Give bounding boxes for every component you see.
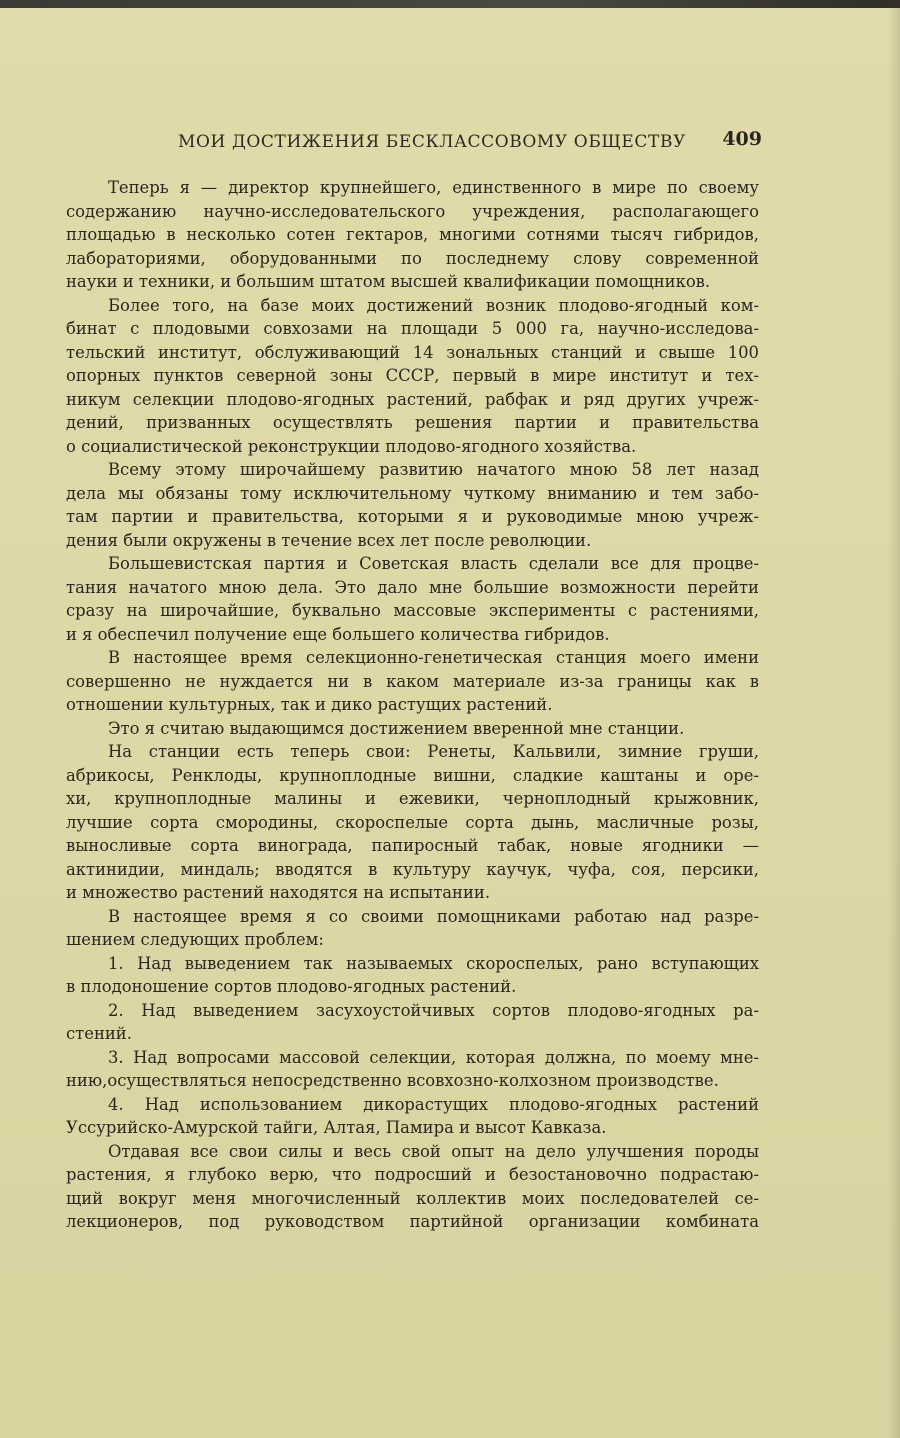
text-line: Более того, на базе моих достижений возник плодово-ягодный ком- — [108, 295, 759, 315]
text-line: дения были окружены в течение всех лет после революции. — [66, 530, 592, 550]
page-number: 409 — [722, 128, 762, 150]
text-line: науки и техники, и большим штатом высшей квалификации помощников. — [66, 272, 711, 291]
text-line: растения, я глубоко верю, что подросший и безостановочно подрастаю- — [66, 1165, 759, 1184]
text-line: Всему этому широчайшему развитию начатого мною 58 лет назад — [108, 460, 759, 479]
text-line: нию,осуществляться непосредственно всовхозно-колхозном производстве. — [66, 1071, 719, 1090]
text-line: 2. Над выведением засухоустойчивых сортов плодово-ягодных ра- — [108, 1000, 759, 1020]
scan-right-edge — [888, 0, 900, 1438]
text-line: выносливые сорта винограда, папиросный табак, новые ягодники — — [66, 836, 759, 855]
text-line: площадью в несколько сотен гектаров, многими сотнями тысяч гибридов, — [66, 225, 759, 244]
scan-top-edge — [0, 0, 900, 8]
text-line: Уссурийско-Амурской тайги, Алтая, Памира и высот Кавказа. — [66, 1118, 607, 1137]
text-line: дений, призванных осуществлять решения партии и правительства — [66, 413, 759, 432]
text-line: в плодоношение сортов плодово-ягодных растений. — [66, 977, 517, 996]
text-line: Теперь я — директор крупнейшего, единственного в мире по своему — [108, 178, 759, 197]
text-line: и множество растений находятся на испытании. — [66, 883, 491, 902]
text-line: содержанию научно-исследовательского учреждения, располагающего — [66, 201, 759, 221]
text-line: опорных пунктов северной зоны СССР, первый в мире институт и тех- — [66, 366, 759, 385]
text-line: 4. Над использованием дикорастущих плодово-ягодных растений — [108, 1094, 759, 1114]
text-line: дела мы обязаны тому исключительному чуткому вниманию и тем забо- — [66, 483, 759, 503]
text-line: совершенно не нуждается ни в каком материале из-за границы как в — [66, 671, 759, 691]
text-line: сразу на широчайшие, буквально массовые эксперименты с растениями, — [66, 601, 759, 620]
text-line: Это я считаю выдающимся достижением вверенной мне станции. — [108, 718, 685, 738]
text-line: тельский институт, обслуживающий 14 зональных станций и свыше 100 — [66, 342, 759, 362]
text-line: и я обеспечил получение еще большего количества гибридов. — [66, 624, 610, 644]
text-line: отношении культурных, так и дико растущих растений. — [66, 695, 553, 714]
text-line: В настоящее время селекционно-генетическая станция моего имени — [108, 648, 759, 667]
text-line: хи, крупноплодные малины и ежевики, черноплодный крыжовник, — [66, 789, 759, 808]
text-line: Большевистская партия и Советская власть сделали все для процве- — [108, 554, 759, 573]
text-line: лабораториями, оборудованными по последнему слову современной — [66, 248, 759, 268]
text-line: шением следующих проблем: — [66, 930, 324, 949]
text-line: бинат с плодовыми совхозами на площади 5 000 га, научно-исследова- — [66, 319, 759, 338]
text-line: В настоящее время я со своими помощниками работаю над разре- — [108, 906, 759, 926]
text-line: 1. Над выведением так называемых скороспелых, рано вступающих — [108, 953, 759, 973]
text-line: Отдавая все свои силы и весь свой опыт на дело улучшения породы — [108, 1141, 759, 1161]
text-line: о социалистической реконструкции плодово-ягодного хозяйства. — [66, 436, 637, 456]
text-line: стений. — [66, 1024, 132, 1043]
page-header — [178, 128, 766, 156]
text-line: тания начатого мною дела. Это дало мне большие возможности перейти — [66, 577, 759, 597]
running-head: МОИ ДОСТИЖЕНИЯ БЕСКЛАССОВОМУ ОБЩЕСТВУ — [178, 132, 686, 152]
text-line: лекционеров, под руководством партийной организации комбината — [66, 1212, 759, 1231]
text-line: абрикосы, Ренклоды, крупноплодные вишни, сладкие каштаны и оре- — [66, 765, 759, 785]
text-line: лучшие сорта смородины, скороспелые сорта дынь, масличные розы, — [66, 812, 759, 832]
body-text — [66, 176, 759, 1234]
text-line: щий вокруг меня многочисленный коллектив моих последователей се- — [66, 1188, 759, 1208]
text-line: никум селекции плодово-ягодных растений, рабфак и ряд других учреж- — [66, 389, 759, 409]
text-line: актинидии, миндаль; вводятся в культуру каучук, чуфа, соя, персики, — [66, 859, 759, 879]
text-line: 3. Над вопросами массовой селекции, которая должна, по моему мне- — [108, 1047, 759, 1067]
text-line: там партии и правительства, которыми я и руководимые мною учреж- — [66, 507, 759, 526]
text-line: На станции есть теперь свои: Ренеты, Кальвили, зимние груши, — [108, 742, 759, 761]
